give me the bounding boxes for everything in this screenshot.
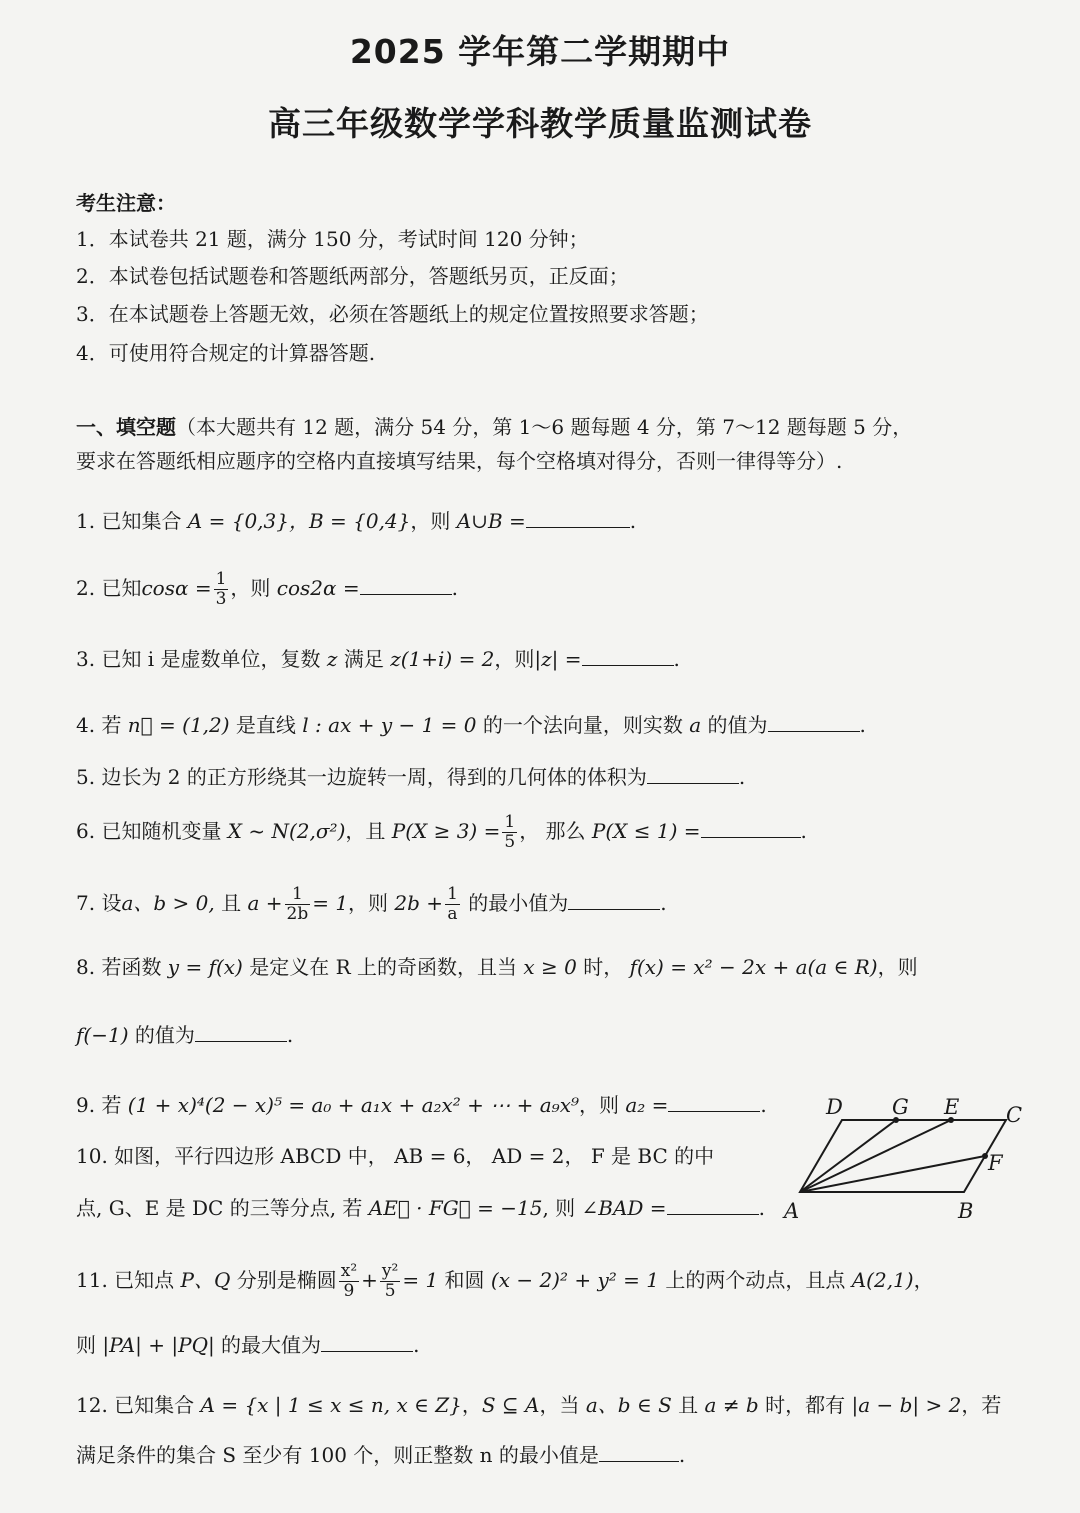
label-b: B [958,1199,974,1223]
label-d: D [826,1095,843,1119]
answer-blank-1[interactable] [526,509,630,528]
segment-ag [800,1120,896,1192]
segment-ae [800,1120,951,1192]
segment-af [800,1156,985,1192]
question-10: 10. 如图，平行四边形 ABCD 中， AB = 6， AD = 2， F 是 BC 的中 [76,1144,715,1168]
section1-desc-1: （本大题共有 12 题，满分 54 分，第 1～6 题每题 4 分，第 7～12 题每题 5 分， [176,415,913,439]
notice-heading: 考生注意： [76,191,176,215]
question-1: 1. 已知集合 A = {0,3}，B = {0,4}，则 A∪B = . [76,509,637,533]
question-3: 3. 已知 i 是虚数单位，复数 z 满足 z(1+i) = 2，则|z| = . [76,647,680,671]
question-12: 12. 已知集合 A = {x | 1 ≤ x ≤ n, x ∈ Z}，S ⊆ A，当 a、b ∈ S 且 a ≠ b 时，都有 |a − b| > 2，若 [76,1393,1002,1417]
exam-title-line1: 2025 学年第二学期期中 [349,32,731,71]
answer-blank-10[interactable] [667,1196,759,1215]
notice-item-2: 2．本试卷包括试题卷和答题纸两部分，答题纸另页，正反面； [76,264,629,288]
label-e: E [944,1095,960,1119]
parallelogram-abcd [800,1120,1006,1192]
notice-item-3: 3．在本试题卷上答题无效，必须在答题纸上的规定位置按照要求答题； [76,302,709,326]
question-8: 8. 若函数 y = f(x) 是定义在 R 上的奇函数，且当 x ≥ 0 时， f(x) = x² − 2x + a(a ∈ R)，则 [76,955,918,979]
label-g: G [892,1095,909,1119]
answer-blank-7[interactable] [568,891,660,910]
answer-blank-11[interactable] [321,1333,413,1352]
question-6: 6. 已知随机变量 X ~ N(2,σ²)，且 P(X ≥ 3) = $\frac{1}{5}$ ， 那么 P(X ≤ 1) = . [76,812,807,852]
notice-item-1: 1．本试卷共 21 题，满分 150 分，考试时间 120 分钟； [76,227,589,251]
parallelogram-figure [776,1090,1046,1230]
answer-blank-3[interactable] [582,647,674,666]
answer-blank-5[interactable] [647,765,739,784]
question-11: 11. 已知点 P、Q 分别是椭圆 $\frac{\text{x²}}{9}$ + $\frac{\text{y²}}{5}$ = 1 和圆 (x − 2)² + y² = 1 上的两个动点，且点 A(2,1)， [76,1261,934,1301]
section1-desc-2: 要求在答题纸相应题序的空格内直接填写结果，每个空格填对得分，否则一律得等分）. [76,449,843,473]
answer-blank-4[interactable] [768,713,860,732]
question-9: 9. 若 (1 + x)⁴(2 − x)⁵ = a₀ + a₁x + a₂x² + ⋯ + a₉x⁹，则 a₂ = . [76,1093,767,1117]
question-5: 5. 边长为 2 的正方形绕其一边旋转一周，得到的几何体的体积为 . [76,765,746,789]
notice-item-4: 4．可使用符合规定的计算器答题. [76,341,376,365]
label-c: C [1006,1103,1023,1127]
question-8-line2: f(−1) 的值为 . [76,1023,294,1047]
section1-heading: 一、填空题 [76,415,176,439]
section1-header [76,414,912,440]
answer-blank-2[interactable] [360,576,452,595]
label-f: F [988,1151,1003,1175]
question-11-line2: 则 |PA| + |PQ| 的最大值为 . [76,1333,420,1357]
answer-blank-12[interactable] [599,1443,679,1462]
answer-blank-9[interactable] [668,1093,760,1112]
question-7: 7. 设a、b > 0, 且 a + $\frac{1}{2b}$ = 1，则 2b + $\frac{1}{a}$ 的最小值为 . [76,884,667,924]
exam-title-line2: 高三年级数学学科教学质量监测试卷 [268,104,812,143]
label-a: A [784,1199,800,1223]
answer-blank-6[interactable] [701,819,801,838]
question-10-line2: 点, G、E 是 DC 的三等分点, 若 AE⃗ · FG⃗ = −15, 则 ∠BAD = . [76,1196,765,1220]
question-2: 2. 已知cosα = $\frac{1}{3}$ ，则 cos2α = . [76,569,458,609]
question-12-line2: 满足条件的集合 S 至少有 100 个，则正整数 n 的最小值是 . [76,1443,686,1467]
answer-blank-8[interactable] [195,1023,287,1042]
question-4: 4. 若 n⃗ = (1,2) 是直线 l : ax + y − 1 = 0 的一个法向量，则实数 a 的值为 . [76,713,866,737]
